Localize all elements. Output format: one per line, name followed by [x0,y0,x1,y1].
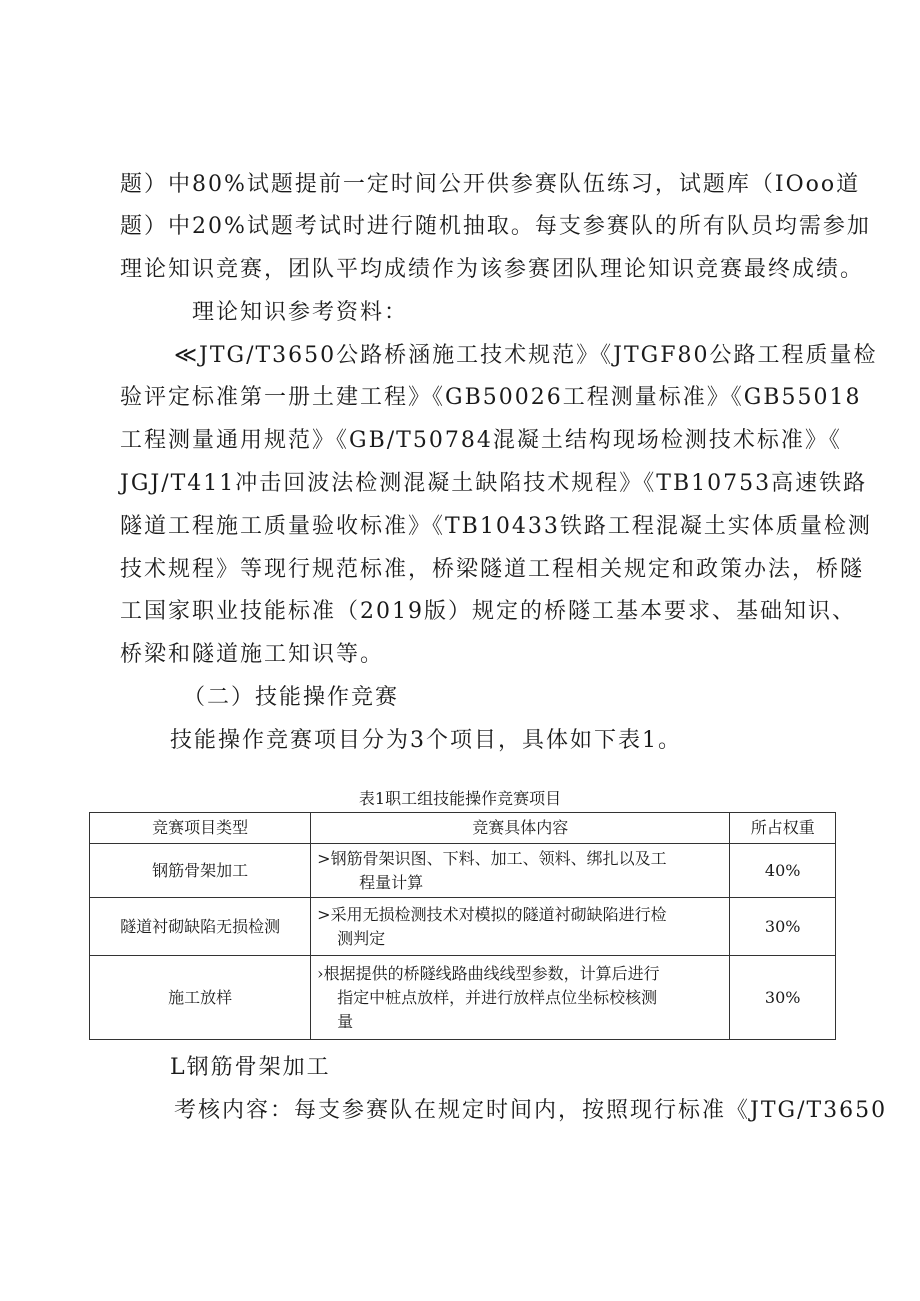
header-content: 竞赛具体内容 [311,813,730,844]
row-content [311,898,730,956]
paragraph-line: 工程测量通用规范》《GB/T50784混凝土结构现场检测技术标准》《 [120,428,842,453]
content-line: 程量计算 [359,872,424,892]
header-type: 竞赛项目类型 [90,813,311,844]
row-weight: 40% [730,844,836,898]
paragraph-line: 考核内容：每支参赛队在规定时间内，按照现行标准《JTG/T3650 [174,1098,888,1123]
paragraph-line: JGJ/T411冲击回波法检测混凝土缺陷技术规程》《TB10753高速铁路 [120,471,868,496]
row-content [311,844,730,898]
paragraph-line: 技能操作竞赛项目分为3个项目，具体如下表1。 [170,728,682,753]
paragraph-line: ≪JTG/T3650公路桥涵施工技术规范》《JTGF80公路工程质量检 [174,343,878,368]
content-line: >钢筋骨架识图、下料、加工、领料、绑扎以及工 [317,848,667,868]
paragraph-line: 桥梁和隧道施工知识等。 [120,642,385,667]
content-line: 指定中桩点放样，并进行放样点位坐标校核测 [337,987,658,1007]
table-row [90,956,836,1040]
row-type: 施工放样 [90,956,311,1040]
paragraph-line: 理论知识参考资料： [192,300,409,325]
row-type: 隧道衬砌缺陷无损检测 [90,898,311,956]
paragraph-line: 隧道工程施工质量验收标准》《TB10433铁路工程混凝土实体质量检测 [120,514,872,539]
content-line: 量 [337,1011,354,1031]
paragraph-line: 题）中80%试题提前一定时间公开供参赛队伍练习，试题库（IOoo道 [120,172,861,197]
header-weight: 所占权重 [730,813,836,844]
subsection-heading: L钢筋骨架加工 [170,1055,331,1080]
paragraph-line: 验评定标准第一册土建工程》《GB50026工程测量标准》《GB55018 [120,385,862,410]
section-heading: （二）技能操作竞赛 [183,685,400,710]
row-weight: 30% [730,898,836,956]
paragraph-line: 工国家职业技能标准（2019版）规定的桥隧工基本要求、基础知识、 [120,599,856,624]
table-header-row [90,813,836,844]
table-row [90,844,836,898]
skills-table [89,812,836,1040]
table-row [90,898,836,956]
content-line: >采用无损检测技术对模拟的隧道衬砌缺陷进行检 [317,904,667,924]
paragraph-line: 理论知识竞赛，团队平均成绩作为该参赛团队理论知识竞赛最终成绩。 [120,257,865,282]
row-content [311,956,730,1040]
row-type: 钢筋骨架加工 [90,844,311,898]
table-caption: 表1职工组技能操作竞赛项目 [358,789,562,808]
content-line: ›根据提供的桥隧线路曲线线型参数，计算后进行 [317,963,660,983]
paragraph-line: 题）中20%试题考试时进行随机抽取。每支参赛队的所有队员均需参加 [120,214,871,239]
content-line: 测判定 [337,928,386,948]
row-weight: 30% [730,956,836,1040]
paragraph-line: 技术规程》等现行规范标准，桥梁隧道工程相关规定和政策办法，桥隧 [120,557,865,582]
